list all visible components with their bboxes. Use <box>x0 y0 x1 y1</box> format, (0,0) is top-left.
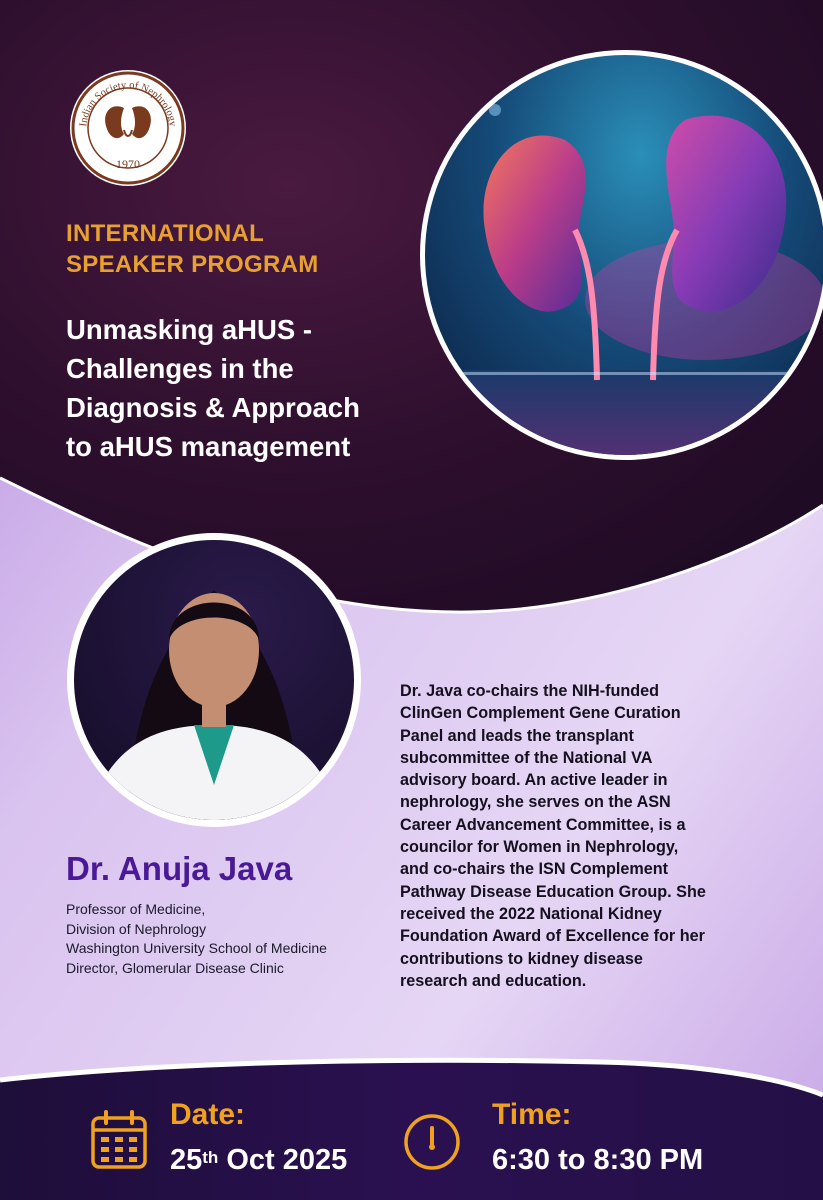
program-label <box>66 218 319 280</box>
talk-title-line: Unmasking aHUS - <box>66 314 313 345</box>
bio-line: subcommittee of the National VA <box>400 748 653 767</box>
date-day: 25 <box>170 1144 203 1176</box>
kidney-illustration-icon <box>415 0 823 516</box>
bio-line: Career Advancement Committee, is a <box>400 815 686 834</box>
time-label: Time: <box>492 1098 572 1131</box>
calendar-icon <box>90 1110 148 1170</box>
bio-line: Panel and leads the transplant <box>400 726 634 745</box>
talk-title <box>66 310 360 466</box>
isn-logo <box>68 68 188 188</box>
talk-title-line: to aHUS management <box>66 431 351 462</box>
bio-line: Pathway Disease Education Group. She <box>400 882 706 901</box>
bio-line: received the 2022 National Kidney <box>400 904 662 923</box>
affiliation-line: Washington University School of Medicine <box>66 940 327 956</box>
program-label-line1: INTERNATIONAL <box>66 220 265 247</box>
date-value <box>170 1142 347 1178</box>
affiliation-line: Division of Nephrology <box>66 920 207 937</box>
talk-title-line: Challenges in the <box>66 353 294 384</box>
bio-line: Foundation Award of Excellence for her <box>400 927 705 946</box>
bio-line: councilor for Women in Nephrology, <box>400 838 679 857</box>
speaker-bio <box>400 680 770 992</box>
bio-line: nephrology, she serves on the ASN <box>400 793 671 812</box>
bio-line: advisory board. An active leader in <box>400 771 668 790</box>
speaker-affiliation <box>66 900 327 978</box>
bio-line: contributions to kidney disease <box>400 949 643 968</box>
date-label: Date: <box>170 1098 246 1131</box>
speaker-name: Dr. Anuja Java <box>66 850 293 887</box>
program-label-line2: SPEAKER PROGRAM <box>66 251 319 278</box>
time-value: 6:30 to 8:30 PM <box>492 1144 704 1176</box>
speaker-photo <box>64 530 364 830</box>
clock-icon <box>402 1112 462 1172</box>
bio-line: research and education. <box>400 971 587 990</box>
logo-year: 1970 <box>116 157 140 171</box>
bio-line: and co-chairs the ISN Complement <box>400 860 669 879</box>
logo-ring-text: Indian Society of Nephrology <box>78 79 178 128</box>
affiliation-line: Director, Glomerular Disease Clinic <box>66 959 284 976</box>
date-rest: Oct 2025 <box>218 1144 348 1176</box>
bio-line: Dr. Java co-chairs the NIH-funded <box>400 682 660 700</box>
affiliation-line: Professor of Medicine, <box>66 901 206 917</box>
bio-line: ClinGen Complement Gene Curation <box>400 704 681 723</box>
date-suffix: th <box>202 1148 219 1167</box>
talk-title-line: Diagnosis & Approach <box>66 392 360 423</box>
